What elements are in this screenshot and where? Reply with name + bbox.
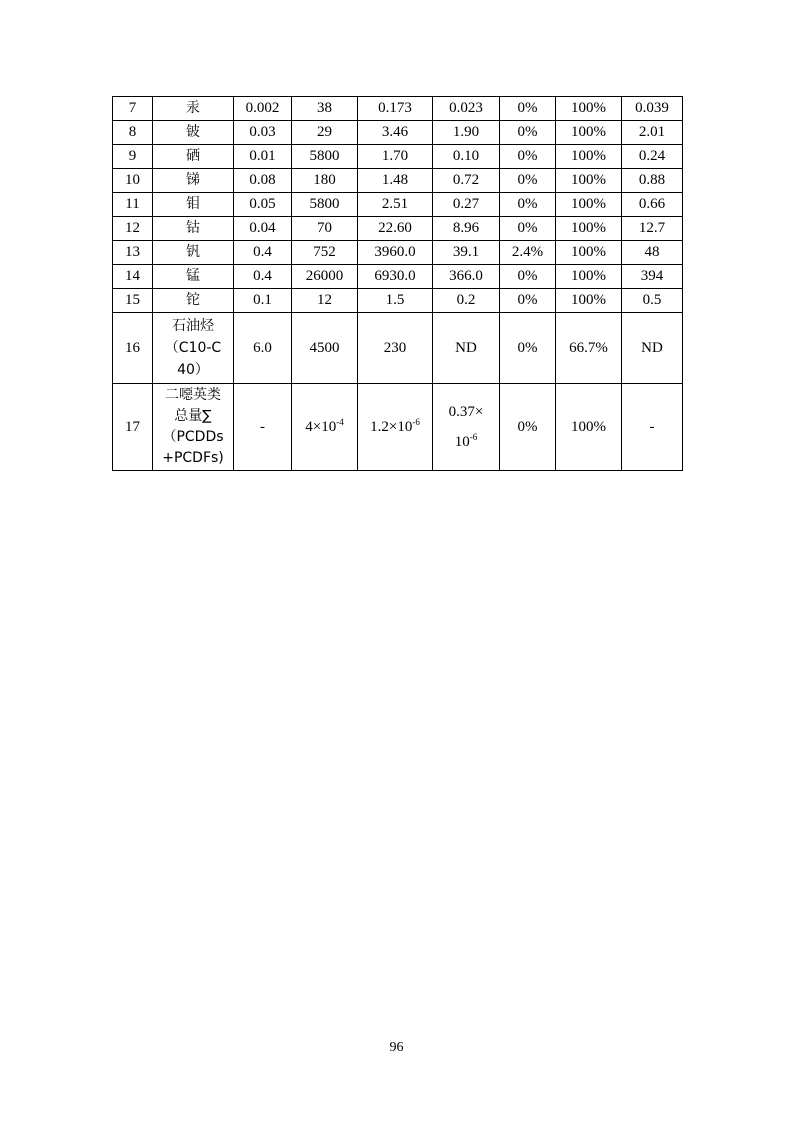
row-number: 7: [113, 97, 153, 121]
substance-name: [153, 313, 234, 384]
value-cell: 230: [358, 313, 433, 384]
value-cell: 38: [292, 97, 358, 121]
value-cell: ND: [622, 313, 683, 384]
value-cell: 0.04: [234, 217, 292, 241]
value-cell: 3960.0: [358, 241, 433, 265]
value-cell: 100%: [556, 217, 622, 241]
value-cell: 0%: [500, 97, 556, 121]
value-cell: 100%: [556, 145, 622, 169]
substance-name: 钒: [153, 241, 234, 265]
value-cell: 100%: [556, 97, 622, 121]
value-cell: 0.72: [433, 169, 500, 193]
table-row: [113, 241, 683, 265]
value-cell: 180: [292, 169, 358, 193]
substance-name-line: 二噁英类: [165, 387, 221, 403]
value-cell: [292, 384, 358, 471]
value-cell: 0.173: [358, 97, 433, 121]
value-line: 0.37×: [448, 404, 484, 420]
row-number: 9: [113, 145, 153, 169]
table-row: [113, 384, 683, 471]
value-cell: 0.88: [622, 169, 683, 193]
value-cell: 5800: [292, 145, 358, 169]
value-exponent: -6: [412, 416, 420, 427]
row-number: 8: [113, 121, 153, 145]
substance-name: 钼: [153, 193, 234, 217]
substance-name: 钴: [153, 217, 234, 241]
value-cell: 100%: [556, 193, 622, 217]
substance-name: 铊: [153, 289, 234, 313]
table-row: [113, 121, 683, 145]
value-cell: 1.90: [433, 121, 500, 145]
row-number: 10: [113, 169, 153, 193]
value-cell: 39.1: [433, 241, 500, 265]
table-row: [113, 193, 683, 217]
table-row: [113, 265, 683, 289]
value-cell: 0.002: [234, 97, 292, 121]
substance-name: 汞: [153, 97, 234, 121]
row-number: 13: [113, 241, 153, 265]
value-cell: -: [234, 384, 292, 471]
value-cell: 394: [622, 265, 683, 289]
row-number: 17: [113, 384, 153, 471]
value-cell: 0.27: [433, 193, 500, 217]
value-cell: 0.1: [234, 289, 292, 313]
row-number: 11: [113, 193, 153, 217]
value-cell: 0%: [500, 217, 556, 241]
table-row: [113, 289, 683, 313]
table-row: [113, 145, 683, 169]
value-cell: 0.039: [622, 97, 683, 121]
row-number: 15: [113, 289, 153, 313]
value-cell: 0.66: [622, 193, 683, 217]
substance-name: [153, 384, 234, 471]
value-base: 10: [454, 434, 470, 450]
value-cell: 70: [292, 217, 358, 241]
row-number: 12: [113, 217, 153, 241]
value-cell: 100%: [556, 169, 622, 193]
value-cell: 12.7: [622, 217, 683, 241]
value-cell: 1.70: [358, 145, 433, 169]
value-cell: 48: [622, 241, 683, 265]
row-number: 16: [113, 313, 153, 384]
value-cell: 66.7%: [556, 313, 622, 384]
substance-name-line: （PCDDs: [162, 429, 224, 445]
value-cell: 366.0: [433, 265, 500, 289]
value-cell: 4500: [292, 313, 358, 384]
table-row: [113, 169, 683, 193]
substance-name: 铍: [153, 121, 234, 145]
value-cell: 8.96: [433, 217, 500, 241]
value-cell: 2.51: [358, 193, 433, 217]
value-cell: ND: [433, 313, 500, 384]
substance-name-line: （C10-C: [164, 340, 222, 356]
value-cell: 2.01: [622, 121, 683, 145]
value-cell: 0.10: [433, 145, 500, 169]
value-cell: 100%: [556, 384, 622, 471]
page-number: 96: [389, 1040, 404, 1055]
value-cell: 0.08: [234, 169, 292, 193]
value-cell: 752: [292, 241, 358, 265]
value-cell: 26000: [292, 265, 358, 289]
value-cell: 0.2: [433, 289, 500, 313]
value-cell: 0%: [500, 265, 556, 289]
value-cell: 100%: [556, 241, 622, 265]
value-cell: 100%: [556, 289, 622, 313]
substance-name: 硒: [153, 145, 234, 169]
value-cell: 0.4: [234, 241, 292, 265]
value-cell: 0.4: [234, 265, 292, 289]
value-exponent: -4: [336, 416, 344, 427]
value-cell: 12: [292, 289, 358, 313]
value-cell: 5800: [292, 193, 358, 217]
value-exponent: -6: [469, 432, 478, 442]
substance-name: 锑: [153, 169, 234, 193]
value-cell: 22.60: [358, 217, 433, 241]
value-cell: 6930.0: [358, 265, 433, 289]
table-row: [113, 313, 683, 384]
substance-name-line: 石油烃: [172, 318, 214, 334]
value-cell: 100%: [556, 265, 622, 289]
row-number: 14: [113, 265, 153, 289]
value-cell: 0%: [500, 313, 556, 384]
value-cell: 0%: [500, 193, 556, 217]
value-cell: 0%: [500, 384, 556, 471]
data-table: [112, 96, 683, 471]
value-cell: [358, 384, 433, 471]
value-cell: 0.05: [234, 193, 292, 217]
substance-name-line: 总量∑: [174, 408, 212, 424]
table-row: [113, 97, 683, 121]
value-cell: 0%: [500, 169, 556, 193]
value-line: [433, 427, 499, 457]
table-row: [113, 217, 683, 241]
value-cell: 29: [292, 121, 358, 145]
value-cell: 100%: [556, 121, 622, 145]
value-cell: 0.023: [433, 97, 500, 121]
value-cell: 3.46: [358, 121, 433, 145]
value-cell: -: [622, 384, 683, 471]
value-base: 1.2×10: [370, 418, 413, 435]
value-cell: 0%: [500, 121, 556, 145]
value-cell: 0.5: [622, 289, 683, 313]
value-cell: 0.01: [234, 145, 292, 169]
value-cell: 0%: [500, 145, 556, 169]
value-cell: [433, 384, 500, 471]
value-cell: 2.4%: [500, 241, 556, 265]
value-cell: 0%: [500, 289, 556, 313]
value-base: 4×10: [305, 418, 337, 435]
value-cell: 6.0: [234, 313, 292, 384]
substance-name-line: 40）: [177, 362, 209, 378]
table-body: [113, 97, 683, 471]
value-cell: 1.5: [358, 289, 433, 313]
value-cell: 1.48: [358, 169, 433, 193]
substance-name: 锰: [153, 265, 234, 289]
value-cell: 0.03: [234, 121, 292, 145]
value-cell: 0.24: [622, 145, 683, 169]
substance-name-line: +PCDFs): [162, 450, 224, 466]
